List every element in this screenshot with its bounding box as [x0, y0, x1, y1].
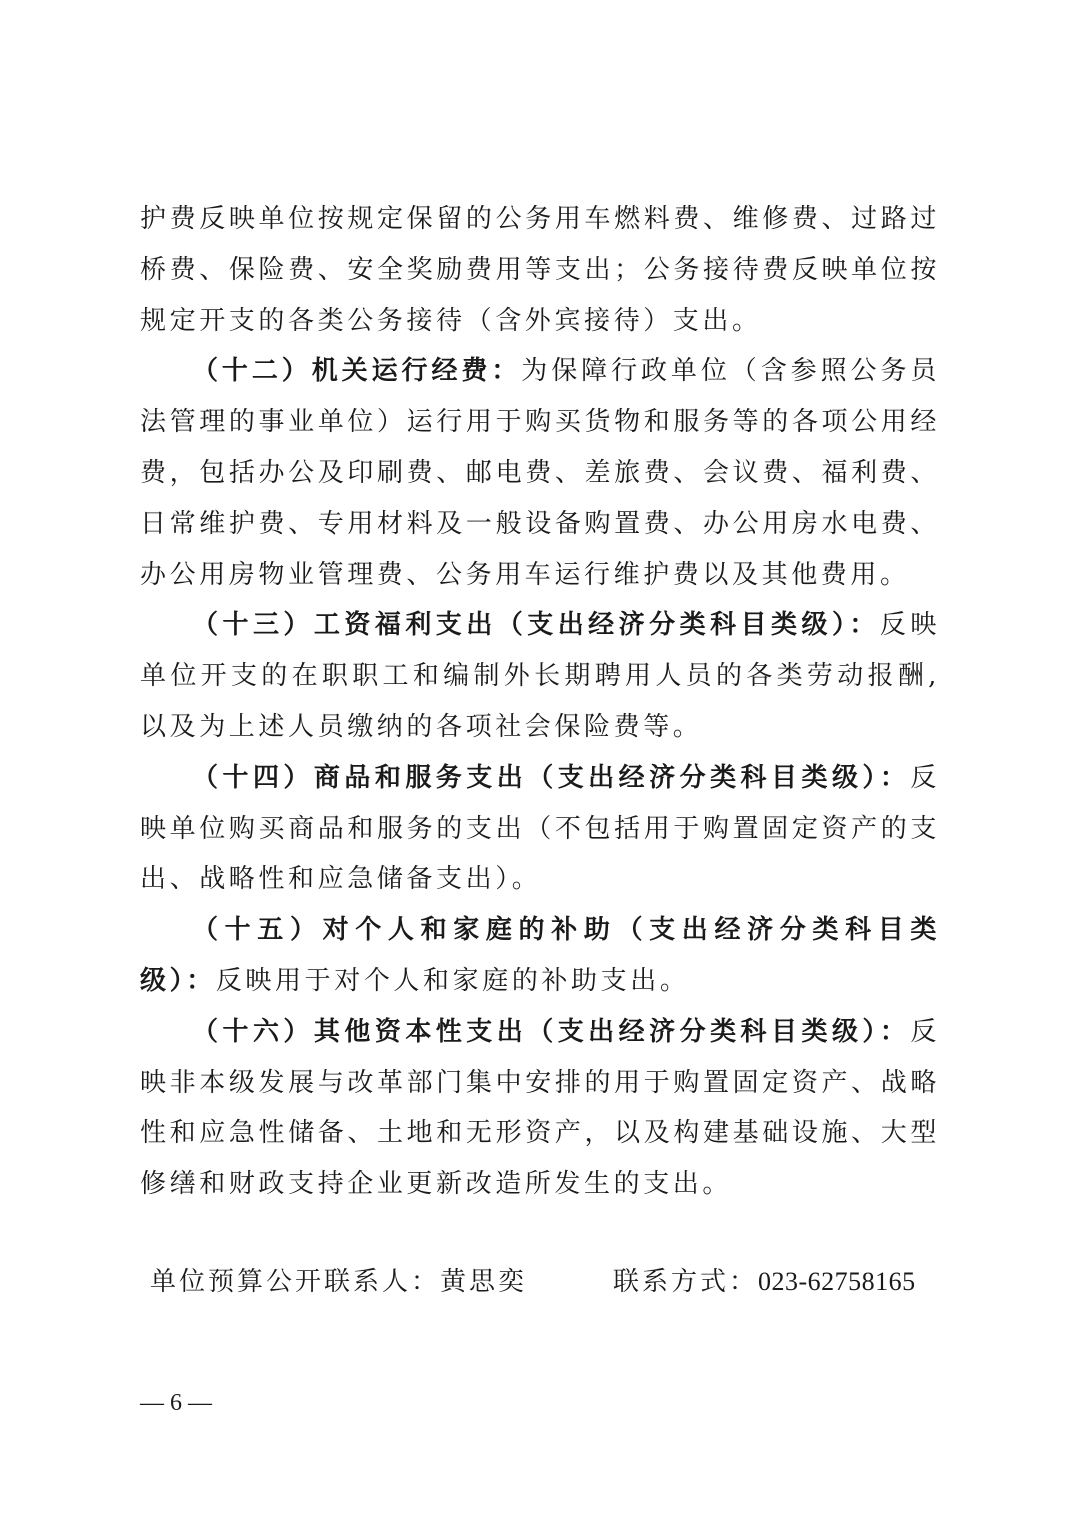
contact-phone-block — [613, 1262, 916, 1302]
contact-line — [150, 1262, 950, 1302]
term-heading: （十三）工资福利支出（支出经济分类科目类级）： — [192, 610, 880, 641]
contact-phone-label: 联系方式： — [613, 1267, 759, 1297]
paragraph-household-subsidies — [140, 905, 940, 1007]
contact-person-name: 黄思奕 — [440, 1267, 528, 1297]
term-heading: （十四）商品和服务支出（支出经济分类科目类级）： — [192, 762, 911, 793]
paragraph-text: 为保障行政单位（含参照公务员法管理的事业单位）运行用于购买货物和服务等的各项公用经费，包括办公及印刷费、邮电费、差旅费、会议费、福利费、日常维护费、专用材料及一般设备购置费、办公用房水电费、办公用房物业管理费、公务用车运行维护费以及其他费用。 — [140, 356, 940, 590]
paragraph-text: 反映单位开支的在职职工和编制外长期聘用人员的各类劳动报酬,以及为上述人员缴纳的各项社会保险费等。 — [140, 610, 940, 742]
paragraph-other-capital-expenditure — [140, 1007, 940, 1210]
paragraph-wages-welfare — [140, 600, 940, 752]
paragraph-text: 反映非本级发展与改革部门集中安排的用于购置固定资产、战略性和应急性储备、土地和无形资产，以及构建基础设施、大型修缮和财政支持企业更新改造所发生的支出。 — [140, 1016, 940, 1200]
term-heading: （十六）其他资本性支出（支出经济分类科目类级）： — [192, 1016, 911, 1047]
term-heading: （十二）机关运行经费： — [192, 356, 522, 387]
contact-phone-number: 023-62758165 — [758, 1267, 916, 1296]
paragraph-text: 反映单位购买商品和服务的支出（不包括用于购置固定资产的支出、战略性和应急储备支出）。 — [140, 762, 940, 895]
paragraph-goods-services — [140, 753, 940, 905]
document-body — [140, 194, 940, 1210]
page-number: — 6 — — [140, 1390, 212, 1416]
paragraph-institution-operating-funds — [140, 346, 940, 600]
paragraph-text: 护费反映单位按规定保留的公务用车燃料费、维修费、过路过桥费、保险费、安全奖励费用等支出；公务接待费反映单位按规定开支的各类公务接待（含外宾接待）支出。 — [140, 204, 940, 336]
term-heading: （十五）对个人和家庭的补助（支出经济分类科目类级）： — [140, 915, 940, 996]
contact-person-label: 单位预算公开联系人： — [150, 1267, 441, 1297]
paragraph-continuation — [140, 194, 940, 346]
paragraph-text: 反映用于对个人和家庭的补助支出。 — [215, 965, 690, 996]
